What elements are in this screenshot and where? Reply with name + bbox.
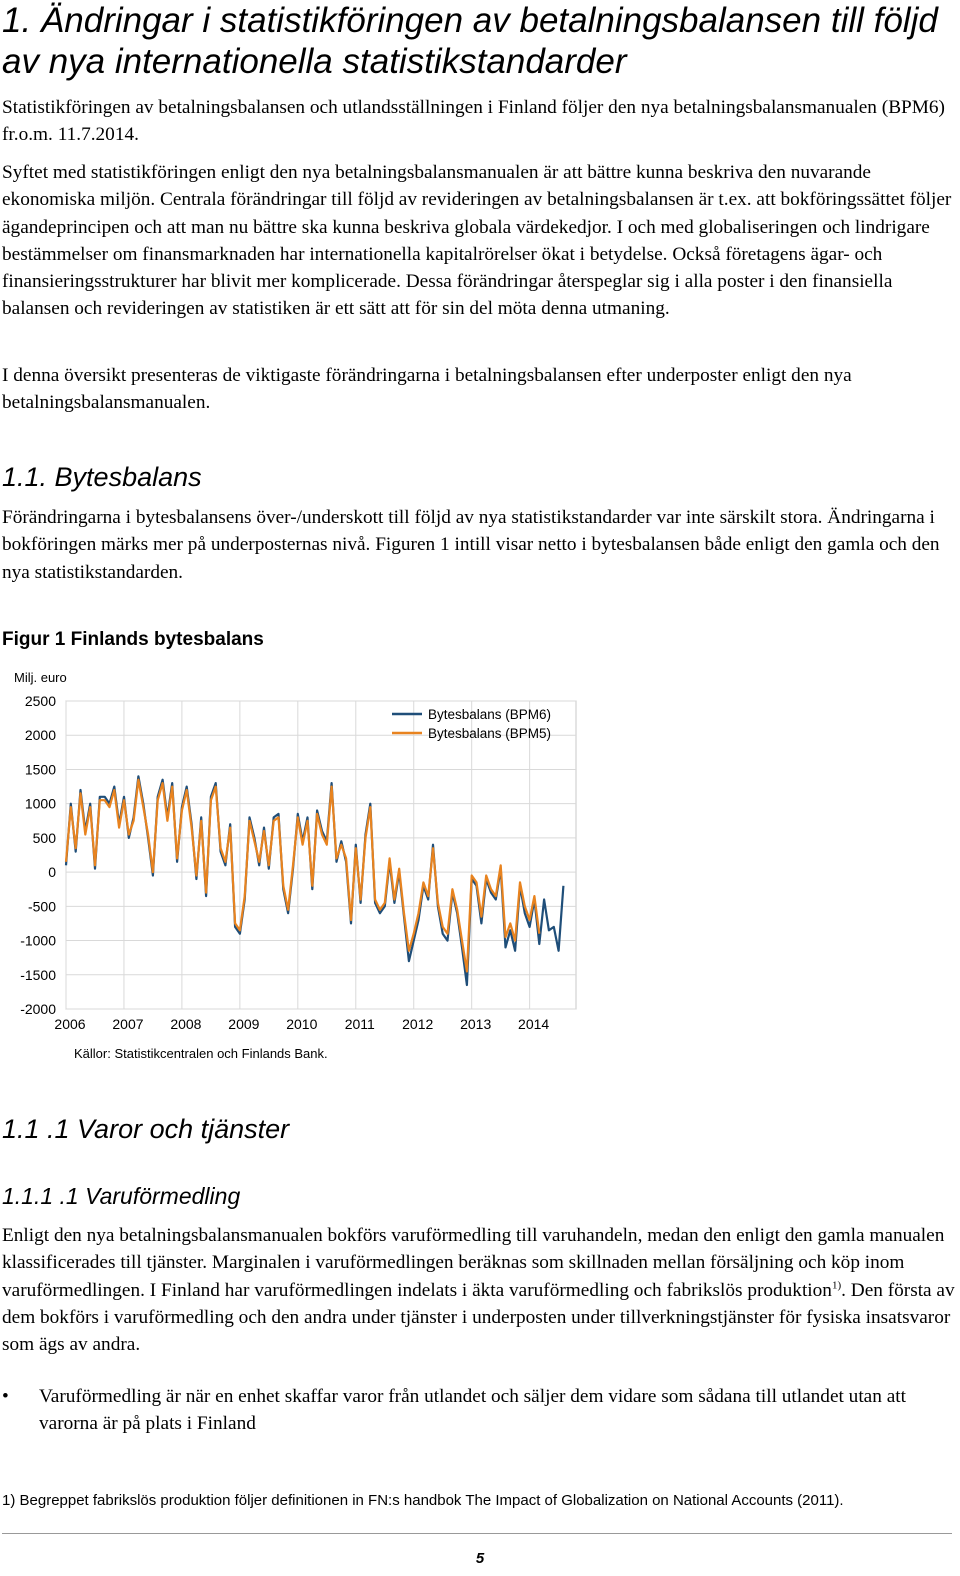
chart-gridlines [66,701,576,1009]
chart-ytick-label: 0 [48,864,56,881]
chart-xtick-label: 2014 [518,1016,550,1032]
chart-source: Källor: Statistikcentralen och Finlands Bank. [74,1046,328,1061]
chart-xtick-label: 2013 [460,1016,492,1032]
bytesbalans-paragraph: Förändringarna i bytesbalansens över-/underskott till följd av nya statistikstandarder var inte särskilt stora. Ändringarna i bokföringen märks mer på underposternas nivå. Figuren 1 intill visar netto i bytesbalansen både enligt den gamla och den nya statistikstandarden. [2,507,940,583]
intro-paragraph-1: Statistikföringen av betalningsbalansen och utlandsställningen i Finland följer den nya betalningsbalansmanualen (BPM6) fr.o.m. 11.7.2014. [2,97,945,146]
chart-unit-label: Milj. euro [14,670,67,685]
chart-legend-label: Bytesbalans (BPM5) [428,726,552,741]
section-heading-varor-tjanster: 1.1 .1 Varor och tjänster [2,1114,290,1144]
chart-ytick-label: -1500 [20,966,56,983]
footnote: 1) Begreppet fabrikslös produktion följer definitionen in FN:s handbok The Impact of Globalization on National Accounts (2011). [2,1492,844,1509]
chart-svg [0,662,600,1072]
page-number: 5 [475,1550,485,1567]
intro-paragraph-2: Syftet med statistikföringen enligt den nya betalningsbalansmanualen är att bättre kunna beskriva den nuvarande ekonomiska miljön. Centrala förändringar till följd av revideringen av betalningsbalansen är t.ex. att bokföringssättet följer ägandeprincipen och att man nu bättre ska kunna beskriva globala värdekedjor. I och med globaliseringen och lindrigare bestämmelser om finansmarknaden har internationella kapitalrörelser ökat i betydelse. Också företagens ägar- och finansieringsstrukturer har blivit mer komplicerade. Dessa förändringar återspeglar sig i alla poster i den finansiella balansen och revideringen av statistiken är ett sätt att för sin del möta denna utmaning. [2,162,952,320]
section-heading-bytesbalans: 1.1. Bytesbalans [2,462,202,492]
intro-paragraph-3: I denna översikt presenteras de viktigaste förändringarna i betalningsbalansen efter underposter enligt den nya betalningsbalansmanualen. [2,365,852,414]
figure-title: Figur 1 Finlands bytesbalans [2,629,264,650]
chart-ytick-label: -1000 [20,932,56,949]
chart-ytick-label: 1000 [24,795,56,812]
chart-legend-label: Bytesbalans (BPM6) [428,707,552,722]
figure-chart [0,662,600,1072]
bullet-text: Varuförmedling är när en enhet skaffar varor från utlandet och säljer dem vidare som sådana till utlandet utan att varorna är på plats i Finland [39,1386,906,1435]
chart-plot-area [66,701,576,1009]
chart-ytick-label: -500 [27,898,56,915]
chart-ytick-label: -2000 [20,1001,56,1017]
varuformedling-text-part-1: Enligt den nya betalningsbalansmanualen bokförs varuförmedling till varuhandeln, medan den enligt den gamla manualen klassificerades till tjänster. Marginalen i varuförmedlingen beräknas som skillnaden mellan försäljning och köp inom varuförmedlingen. I Finland har varuförmedlingen indelats i äkta varuförmedling och fabrikslös produktion [2,1225,945,1301]
chart-xtick-label: 2008 [170,1016,202,1032]
chart-ytick-label: 2000 [24,727,56,744]
chart-xtick-label: 2007 [112,1016,144,1032]
chart-ytick-label: 2500 [24,693,56,709]
chart-ytick-label: 1500 [24,761,56,778]
varuformedling-text-part-2: . Den första av dem bokförs i varuförmedling och den andra under tjänster i underposten under tillverkningstjänster för fysiska insatsvaror som ägs av andra. [2,1279,955,1356]
chart-ytick-label: 500 [32,829,56,846]
chart-xtick-label: 2006 [54,1016,86,1032]
footer-divider [2,1533,952,1534]
section-heading-varuformedling: 1.1.1 .1 Varuförmedling [2,1183,241,1209]
heading-1: 1. Ändringar i statistikföringen av betalningsbalansen till följd av nya internationella statistikstandarder [2,1,938,81]
chart-xtick-label: 2012 [402,1016,434,1032]
footnote-reference: 1) [831,1279,842,1292]
chart-xtick-label: 2009 [228,1016,260,1032]
chart-xtick-label: 2010 [286,1016,318,1032]
bullet-icon: • [2,1386,9,1407]
varuformedling-paragraph [2,1222,957,1358]
chart-xtick-label: 2011 [344,1016,375,1032]
